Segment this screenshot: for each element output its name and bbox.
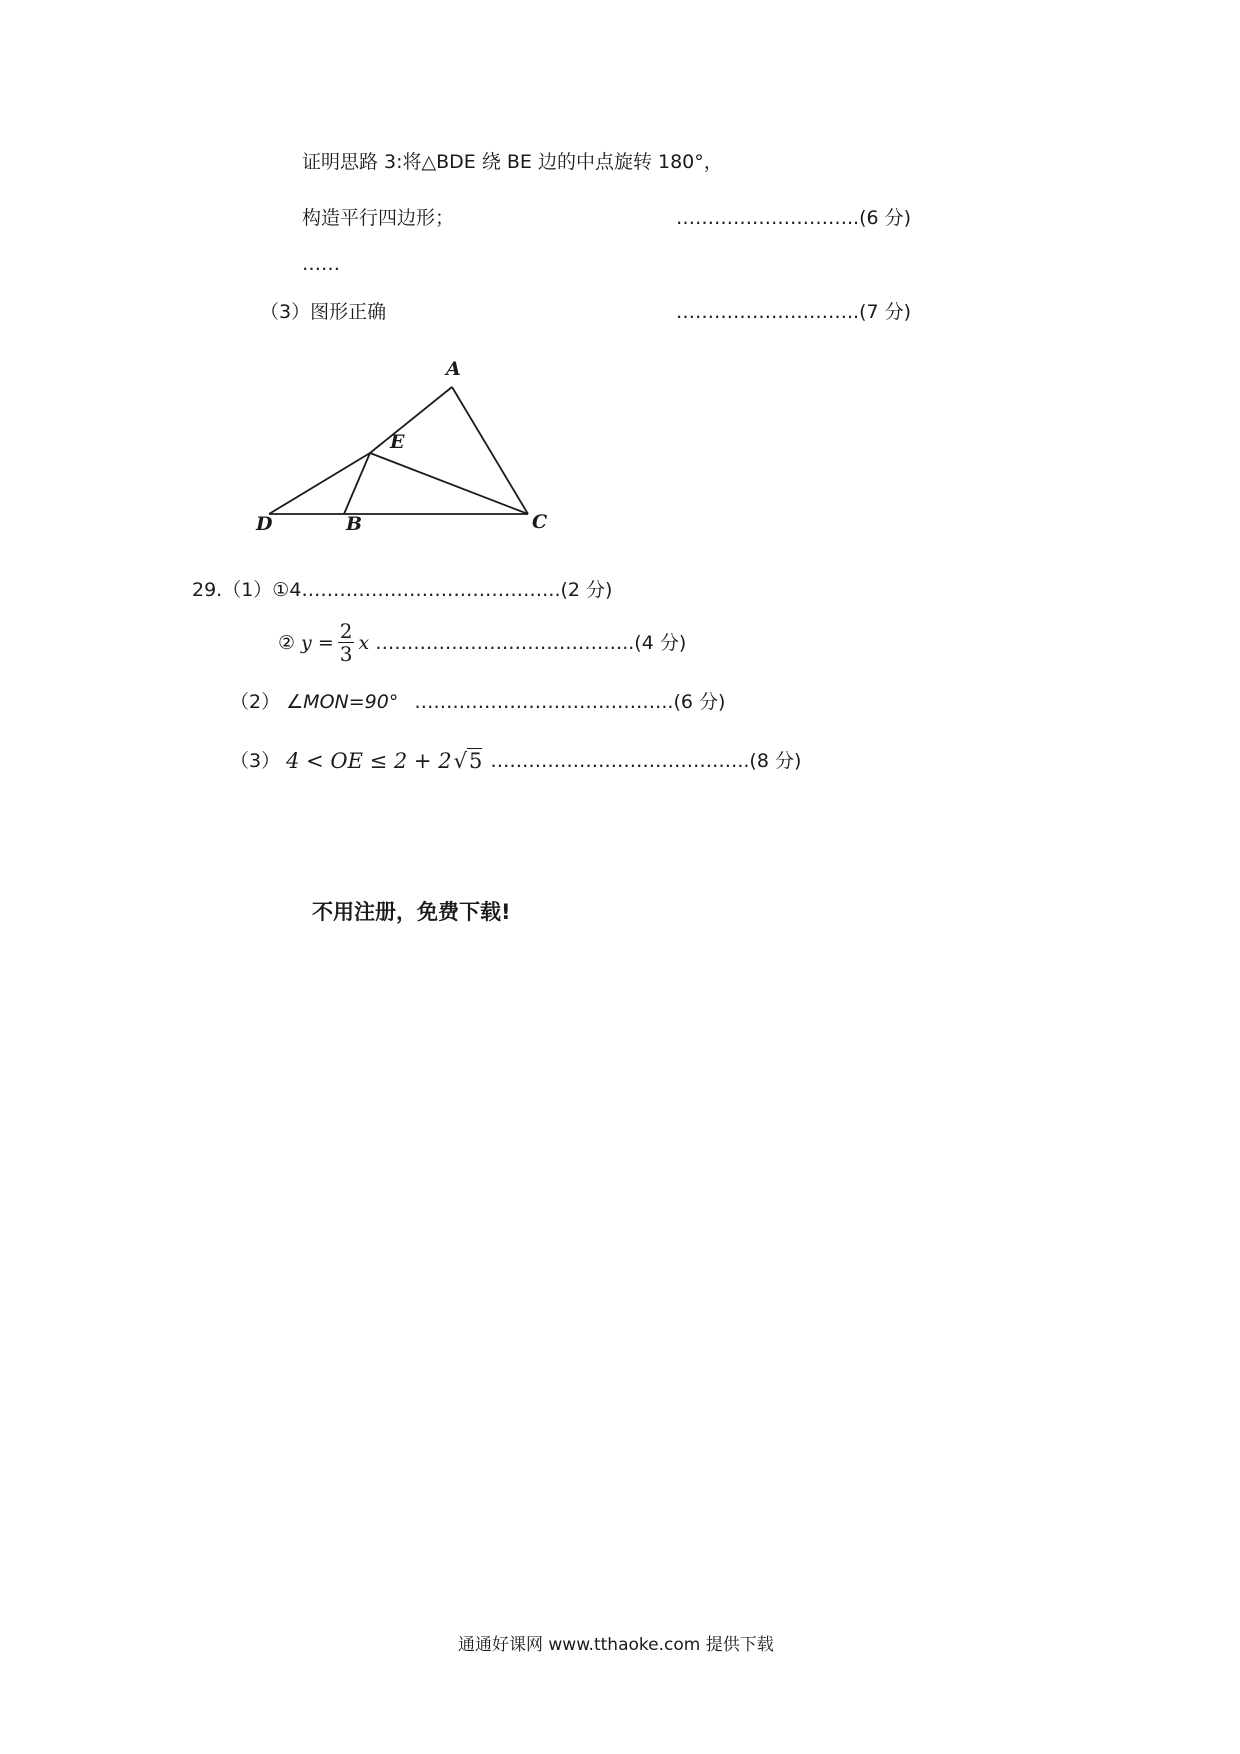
q29-part3-expr: 4 < OE ≤ 2 + 2 xyxy=(286,748,452,773)
label-C: C xyxy=(532,511,548,533)
fraction xyxy=(338,620,355,665)
proof-line-2: 构造平行四边形； xyxy=(302,207,455,229)
formula-lhs: y = xyxy=(301,631,334,654)
q29-part3-score: …………………………………..(8 分) xyxy=(490,749,802,772)
part3-label: （3）图形正确 xyxy=(260,301,387,323)
q29-part1-b-score: …………………………………..(4 分) xyxy=(375,631,687,654)
segment-AC xyxy=(452,387,528,514)
label-B: B xyxy=(346,513,363,535)
q29-part3-label: （3） xyxy=(230,749,281,772)
label-D: D xyxy=(256,513,273,535)
fraction-numerator: 2 xyxy=(339,619,353,643)
segment-AE xyxy=(370,387,452,453)
part3-score: ………………………..(7 分) xyxy=(676,301,912,323)
proof-ellipsis: …… xyxy=(302,253,340,275)
circled-two: ② xyxy=(278,631,296,654)
triangle-figure xyxy=(256,350,560,550)
q29-part3-sqrt: 5 xyxy=(468,749,483,773)
q29-part2-expr: ∠MON=90° xyxy=(286,691,399,713)
label-A: A xyxy=(446,358,461,380)
q29-part1-b xyxy=(278,620,686,665)
q29-part2 xyxy=(230,690,725,714)
formula-var: x xyxy=(358,631,370,654)
label-E: E xyxy=(390,431,405,453)
q29-part3: （3） 4 < OE ≤ 2 + 2 √ 5 …………………………………..(8 分) xyxy=(230,748,802,773)
q29-part2-score: …………………………………..(6 分) xyxy=(414,691,726,713)
download-note: 不用注册，免费下载! xyxy=(312,900,511,924)
proof-line-1: 证明思路 3:将△BDE 绕 BE 边的中点旋转 180°， xyxy=(302,151,723,173)
segment-EB xyxy=(344,453,370,514)
proof-line-2-score: ………………………..(6 分) xyxy=(676,207,912,229)
segment-EC xyxy=(370,453,528,514)
fraction-denominator: 3 xyxy=(339,642,353,666)
page-footer: 通通好课网 www.tthaoke.com 提供下载 xyxy=(458,1635,774,1655)
segment-ED xyxy=(269,453,370,514)
q29-part2-label: （2） xyxy=(230,691,281,713)
q29-part1-a: 29.（1）①4…………………………………..(2 分) xyxy=(192,579,613,601)
